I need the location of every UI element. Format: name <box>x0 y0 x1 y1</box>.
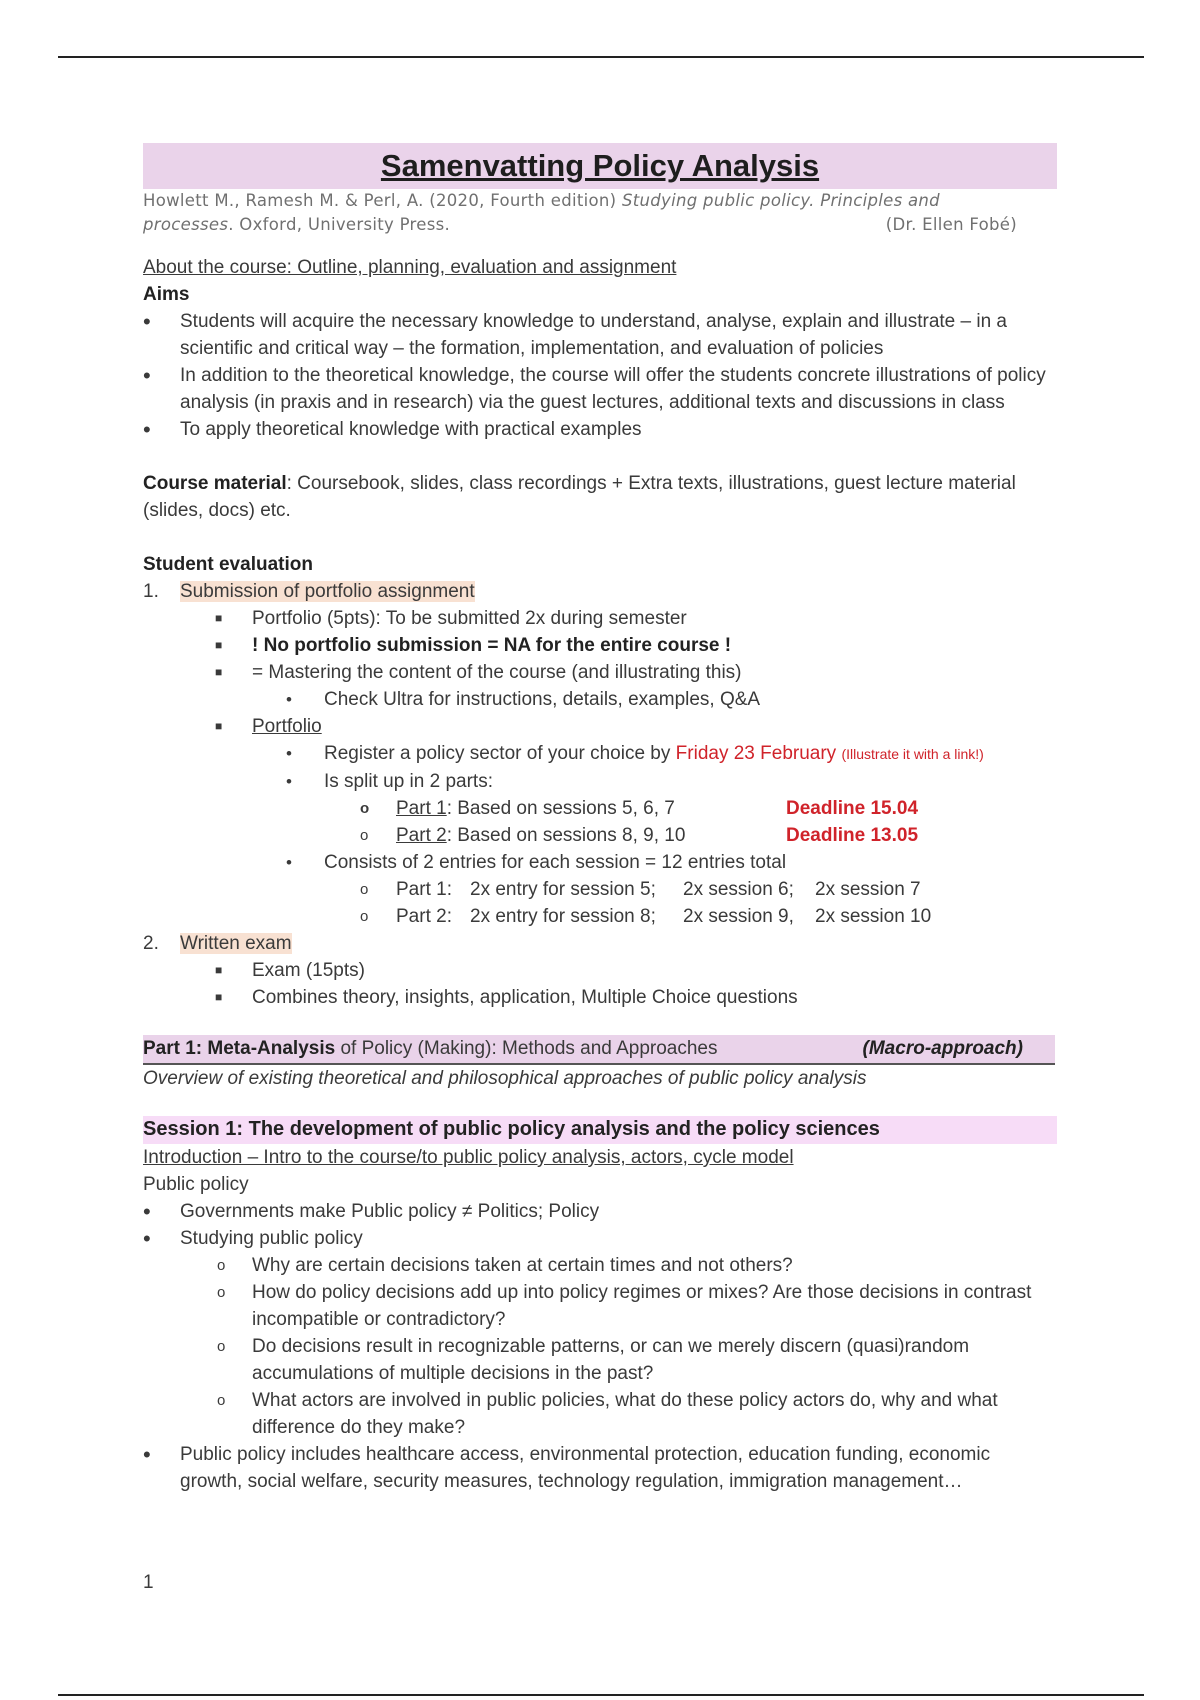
course-material <box>143 470 1057 524</box>
citation-publisher: . Oxford, University Press. <box>228 215 451 234</box>
document-title: Samenvatting Policy Analysis <box>380 148 820 183</box>
circle-bullet-icon: o <box>360 800 370 817</box>
item-number: 1. <box>143 581 159 602</box>
list-item: • Governments make Public policy ≠ Politics; Policy <box>143 1199 600 1224</box>
list-item: o How do policy decisions add up into policy regimes or mixes? Are those decisions in contrast incompatible or contradictory? <box>143 1279 1057 1333</box>
document-page <box>143 143 1057 1495</box>
bullet-icon: • <box>143 1442 151 1467</box>
square-bullet-icon: ■ <box>215 990 223 1004</box>
bullet-icon: • <box>143 309 151 334</box>
register-note: (Illustrate it with a link!) <box>841 746 984 762</box>
list-item: ■ Exam (15pts) <box>143 957 1057 984</box>
list-item: • Public policy includes healthcare access, environmental protection, education funding, economic growth, social welfare, security measures, technology regulation, immigration management… <box>143 1442 991 1492</box>
list-item: ■ Portfolio (5pts): To be submitted 2x during semester <box>143 605 1057 632</box>
circle-bullet-icon: o <box>217 1392 226 1409</box>
list-item: o What actors are involved in public policies, what do these policy actors do, why and what difference do they make? <box>143 1387 1057 1441</box>
course-material-text: : Coursebook, slides, class recordings + Extra texts, illustrations, guest lecture material (slides, docs) etc. <box>143 473 1016 521</box>
list-item: o Part 1: Based on sessions 5, 6, 7 Deadline 15.04 <box>143 795 1057 822</box>
list-item: o Part 2: 2x entry for session 8; 2x session 9, 2x session 10 <box>143 903 1057 930</box>
citation-book-cont: processes <box>143 215 229 234</box>
public-policy-label: Public policy <box>143 1174 249 1195</box>
written-exam-label: Written exam <box>180 933 292 954</box>
square-bullet-icon: ■ <box>215 611 223 625</box>
portfolio-label: Portfolio <box>252 716 322 737</box>
list-item: ■ = Mastering the content of the course (and illustrating this) <box>143 659 1057 686</box>
item-number: 2. <box>143 933 159 954</box>
list-item: • Studying public policy <box>143 1226 363 1251</box>
aims-list <box>143 308 1057 443</box>
numbered-item <box>143 578 1057 605</box>
deadline-part1: Deadline 15.04 <box>786 798 919 819</box>
about-heading: About the course: Outline, planning, evaluation and assignment <box>143 257 677 278</box>
citation-book: Studying public policy. Principles and <box>621 191 940 210</box>
list-item: • Students will acquire the necessary knowledge to understand, analyse, explain and illustrate – in a scientific and critical way – the formation, implementation, and evaluation of policies <box>143 309 1008 359</box>
bullet-icon: • <box>286 744 292 763</box>
list-item: o Do decisions result in recognizable patterns, or can we merely discern (quasi)random accumulations of multiple decisions in the past? <box>143 1333 1057 1387</box>
course-material-label: Course material <box>143 473 287 494</box>
register-date: Friday 23 February <box>675 743 837 764</box>
page-number: 1 <box>143 1572 154 1593</box>
bullet-icon: • <box>143 1226 151 1251</box>
list-item: ■ Combines theory, insights, application, Multiple Choice questions <box>143 984 1057 1011</box>
circle-bullet-icon: o <box>217 1284 226 1301</box>
list-item: o Part 1: 2x entry for session 5; 2x session 6; 2x session 7 <box>143 876 1057 903</box>
list-item: • Consists of 2 entries for each session = 12 entries total <box>143 849 1057 876</box>
square-bullet-icon: ■ <box>215 638 223 652</box>
citation <box>143 189 1057 237</box>
top-rule <box>58 56 1144 58</box>
list-item: • Check Ultra for instructions, details, examples, Q&A <box>143 686 1057 713</box>
part1-subtitle: Overview of existing theoretical and philosophical approaches of public policy analysis <box>143 1068 867 1089</box>
circle-bullet-icon: o <box>360 827 369 844</box>
macro-approach-label: (Macro-approach) <box>862 1038 1023 1059</box>
square-bullet-icon: ■ <box>215 665 223 679</box>
circle-bullet-icon: o <box>360 908 369 925</box>
circle-bullet-icon: o <box>360 881 369 898</box>
title-bar <box>143 143 1057 189</box>
student-evaluation <box>143 551 1057 1011</box>
square-bullet-icon: ■ <box>215 963 223 977</box>
square-bullet-icon: ■ <box>215 719 223 733</box>
bullet-icon: • <box>286 772 292 791</box>
citation-authors: Howlett M., Ramesh M. & Perl, A. (2020, Fourth edition) <box>143 191 622 210</box>
aims-label: Aims <box>143 284 190 305</box>
citation-lecturer: (Dr. Ellen Fobé) <box>885 215 1017 234</box>
list-item: • In addition to the theoretical knowledge, the course will offer the students concrete illustrations of policy analysis (in praxis and in research) via the guest lectures, additional texts and discussions in class <box>143 363 1046 413</box>
list-item: • Register a policy sector of your choice by Friday 23 February (Illustrate it with a link!) <box>143 740 1057 768</box>
deadline-part2: Deadline 13.05 <box>786 825 919 846</box>
evaluation-heading: Student evaluation <box>143 554 313 575</box>
circle-bullet-icon: o <box>217 1338 226 1355</box>
list-item: ■ ! No portfolio submission = NA for the entire course ! <box>143 632 1057 659</box>
bullet-icon: • <box>143 1199 151 1224</box>
session1-heading: Session 1: The development of public policy analysis and the policy sciences <box>143 1116 1057 1144</box>
public-policy-list <box>143 1198 1057 1495</box>
bullet-icon: • <box>286 853 292 872</box>
numbered-item <box>143 930 1057 957</box>
bottom-rule <box>58 1694 1144 1696</box>
list-item: • To apply theoretical knowledge with practical examples <box>143 417 642 442</box>
list-item: • Is split up in 2 parts: <box>143 768 1057 795</box>
bullet-icon: • <box>143 363 151 388</box>
bullet-icon: • <box>143 417 151 442</box>
list-item: o Why are certain decisions taken at certain times and not others? <box>143 1252 1057 1279</box>
bullet-icon: • <box>286 690 292 709</box>
list-item <box>143 713 1057 740</box>
part1-heading: Part 1: Meta-Analysis of Policy (Making): Methods and Approaches (Macro-approach) <box>143 1035 1055 1065</box>
circle-bullet-icon: o <box>217 1257 226 1274</box>
list-item: o Part 2: Based on sessions 8, 9, 10 Deadline 13.05 <box>143 822 1057 849</box>
session1-intro: Introduction – Intro to the course/to public policy analysis, actors, cycle model <box>143 1147 794 1168</box>
portfolio-assignment-label: Submission of portfolio assignment <box>180 581 475 602</box>
